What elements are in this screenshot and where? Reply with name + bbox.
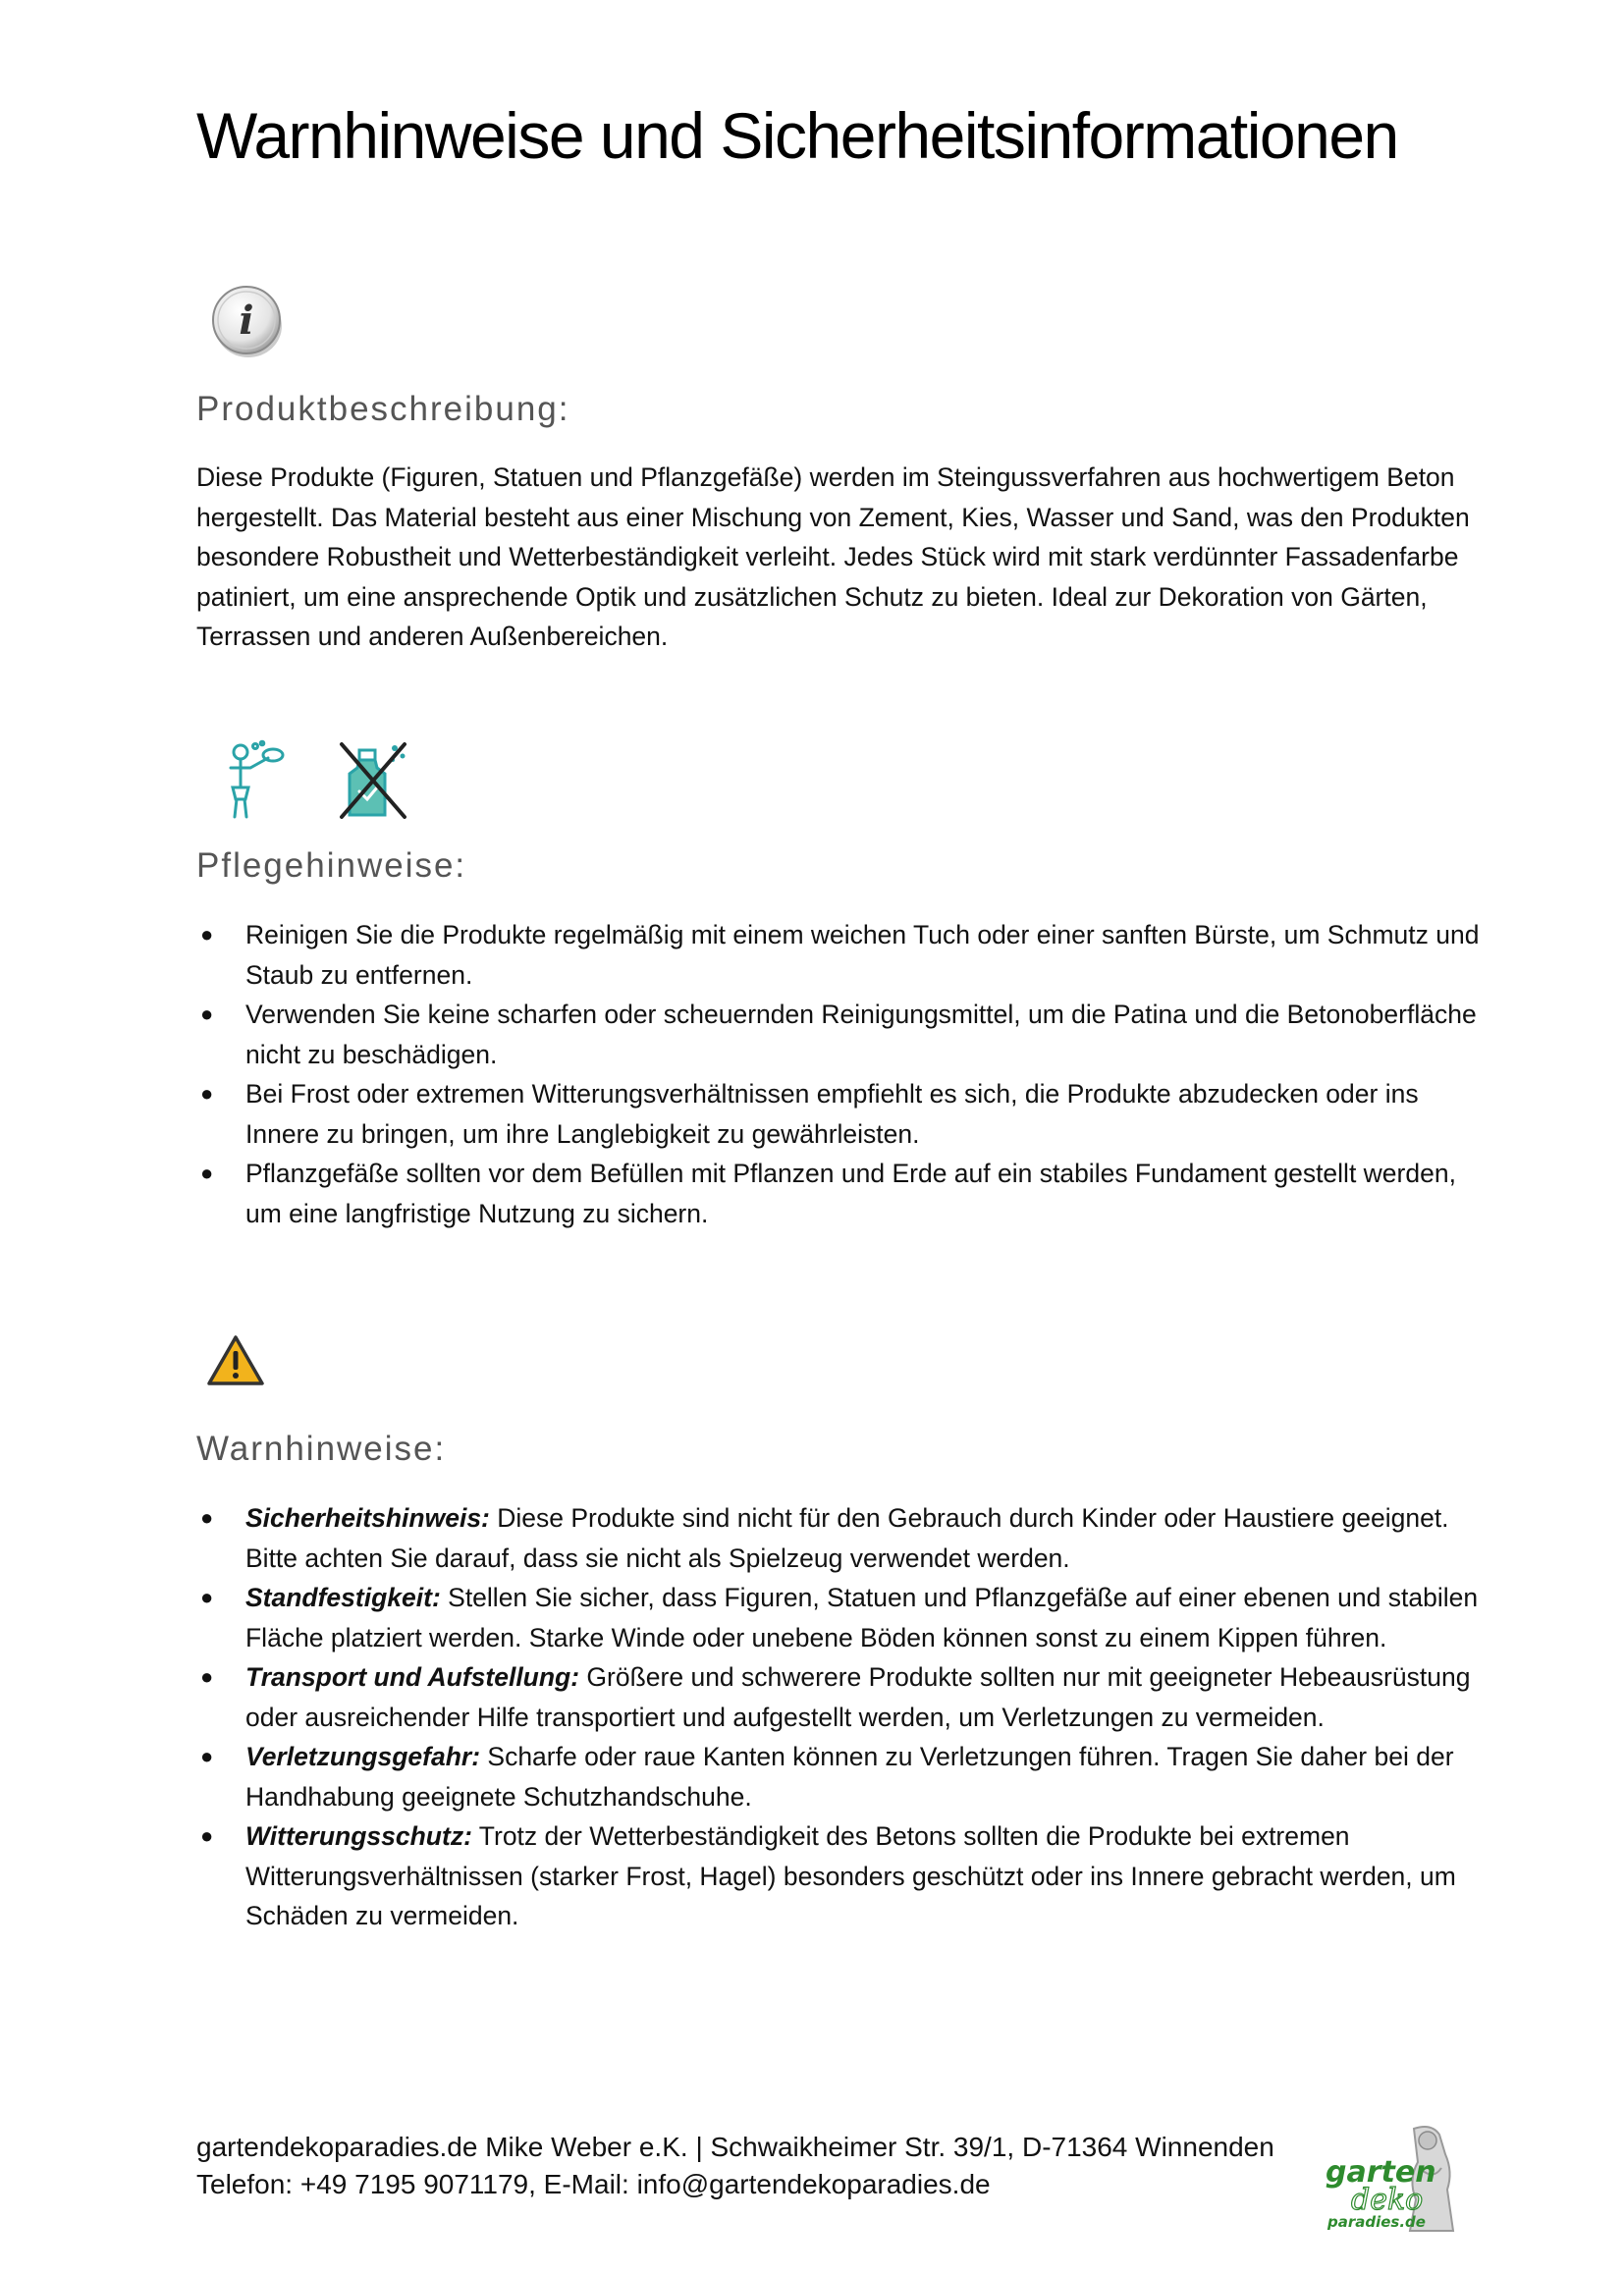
logo-word-garten: garten [1326, 2155, 1436, 2190]
section-heading-description: Produktbeschreibung: [196, 390, 570, 428]
list-item: ● Verletzungsgefahr: Scharfe oder raue Kanten können zu Verletzungen führen. Tragen Sie daher bei der Handhabung geeignete Schutzhandschuhe. [200, 1742, 1454, 1812]
care-list [196, 915, 1483, 1233]
svg-text:i: i [239, 298, 254, 344]
section-heading-care: Pflegehinweise: [196, 846, 467, 885]
footer [196, 2129, 1274, 2203]
footer-contact: Telefon: +49 7195 9071179, E-Mail: info@gartendekoparadies.de [196, 2169, 991, 2199]
section-heading-warnings: Warnhinweise: [196, 1430, 447, 1468]
info-icon [208, 283, 287, 361]
warning-icon [206, 1333, 265, 1388]
list-item: ● Witterungsschutz: Trotz der Wetterbeständigkeit des Betons sollten die Produkte bei extremen Witterungsverhältnissen (starker Frost, Hagel) besonders geschützt oder ins Innere gebracht werden, um Schäden zu vermeiden. [200, 1821, 1456, 1930]
list-item: ● Sicherheitshinweis: Diese Produkte sind nicht für den Gebrauch durch Kinder oder Haustiere geeignet. Bitte achten Sie darauf, dass sie nicht als Spielzeug verwendet werden. [200, 1503, 1449, 1573]
list-item: ● Reinigen Sie die Produkte regelmäßig mit einem weichen Tuch oder einer sanften Bürste, um Schmutz und Staub zu entfernen. [200, 920, 1480, 990]
list-item: ● Verwenden Sie keine scharfen oder scheuernden Reinigungsmittel, um die Patina und die Betonoberfläche nicht zu beschädigen. [200, 1000, 1477, 1069]
list-item: ● Pflanzgefäße sollten vor dem Befüllen mit Pflanzen und Erde auf ein stabiles Fundament gestellt werden, um eine langfristige Nutzung zu sichern. [200, 1159, 1456, 1228]
list-item: ● Bei Frost oder extremen Witterungsverhältnissen empfiehlt es sich, die Produkte abzudecken oder ins Innere zu bringen, um ihre Langlebigkeit zu gewährleisten. [200, 1079, 1419, 1149]
page-title: Warnhinweise und Sicherheitsinformationen [196, 99, 1398, 172]
footer-address: gartendekoparadies.de Mike Weber e.K. | Schwaikheimer Str. 39/1, D-71364 Winnenden [196, 2132, 1274, 2162]
list-item: ● Standfestigkeit: Stellen Sie sicher, dass Figuren, Statuen und Pflanzgefäße auf einer ebenen und stabilen Fläche platziert werden. Starke Winde oder unebene Böden können sonst zu einem Kippen führen. [200, 1583, 1479, 1652]
cleaning-person-icon [211, 738, 294, 821]
no-cleaning-agent-icon [332, 738, 414, 821]
list-item: ● Transport und Aufstellung: Größere und schwerere Produkte sollten nur mit geeigneter Hebeausrüstung oder ausreichender Hilfe transportiert und aufgestellt werden, um Verletzungen zu vermeiden. [200, 1662, 1471, 1732]
description-text: Diese Produkte (Figuren, Statuen und Pflanzgefäße) werden im Steingussverfahren aus hochwertigem Beton hergestellt. Das Material besteht aus einer Mischung von Zement, Kies, Wasser und Sand, was den Produkten besondere Robustheit und Wetterbeständigkeit verleiht. Jedes Stück wird mit stark verdünnter Fassadenfarbe patiniert, um eine ansprechende Optik und zusätzlichen Schutz zu bieten. Ideal zur Dekoration von Gärten, Terrassen und anderen Außenbereichen. [196, 462, 1470, 651]
logo-word-deko: deko [1351, 2183, 1424, 2217]
company-logo [1316, 2121, 1492, 2239]
logo-word-paradies: paradies.de [1327, 2213, 1426, 2231]
warnings-list [196, 1498, 1483, 1936]
